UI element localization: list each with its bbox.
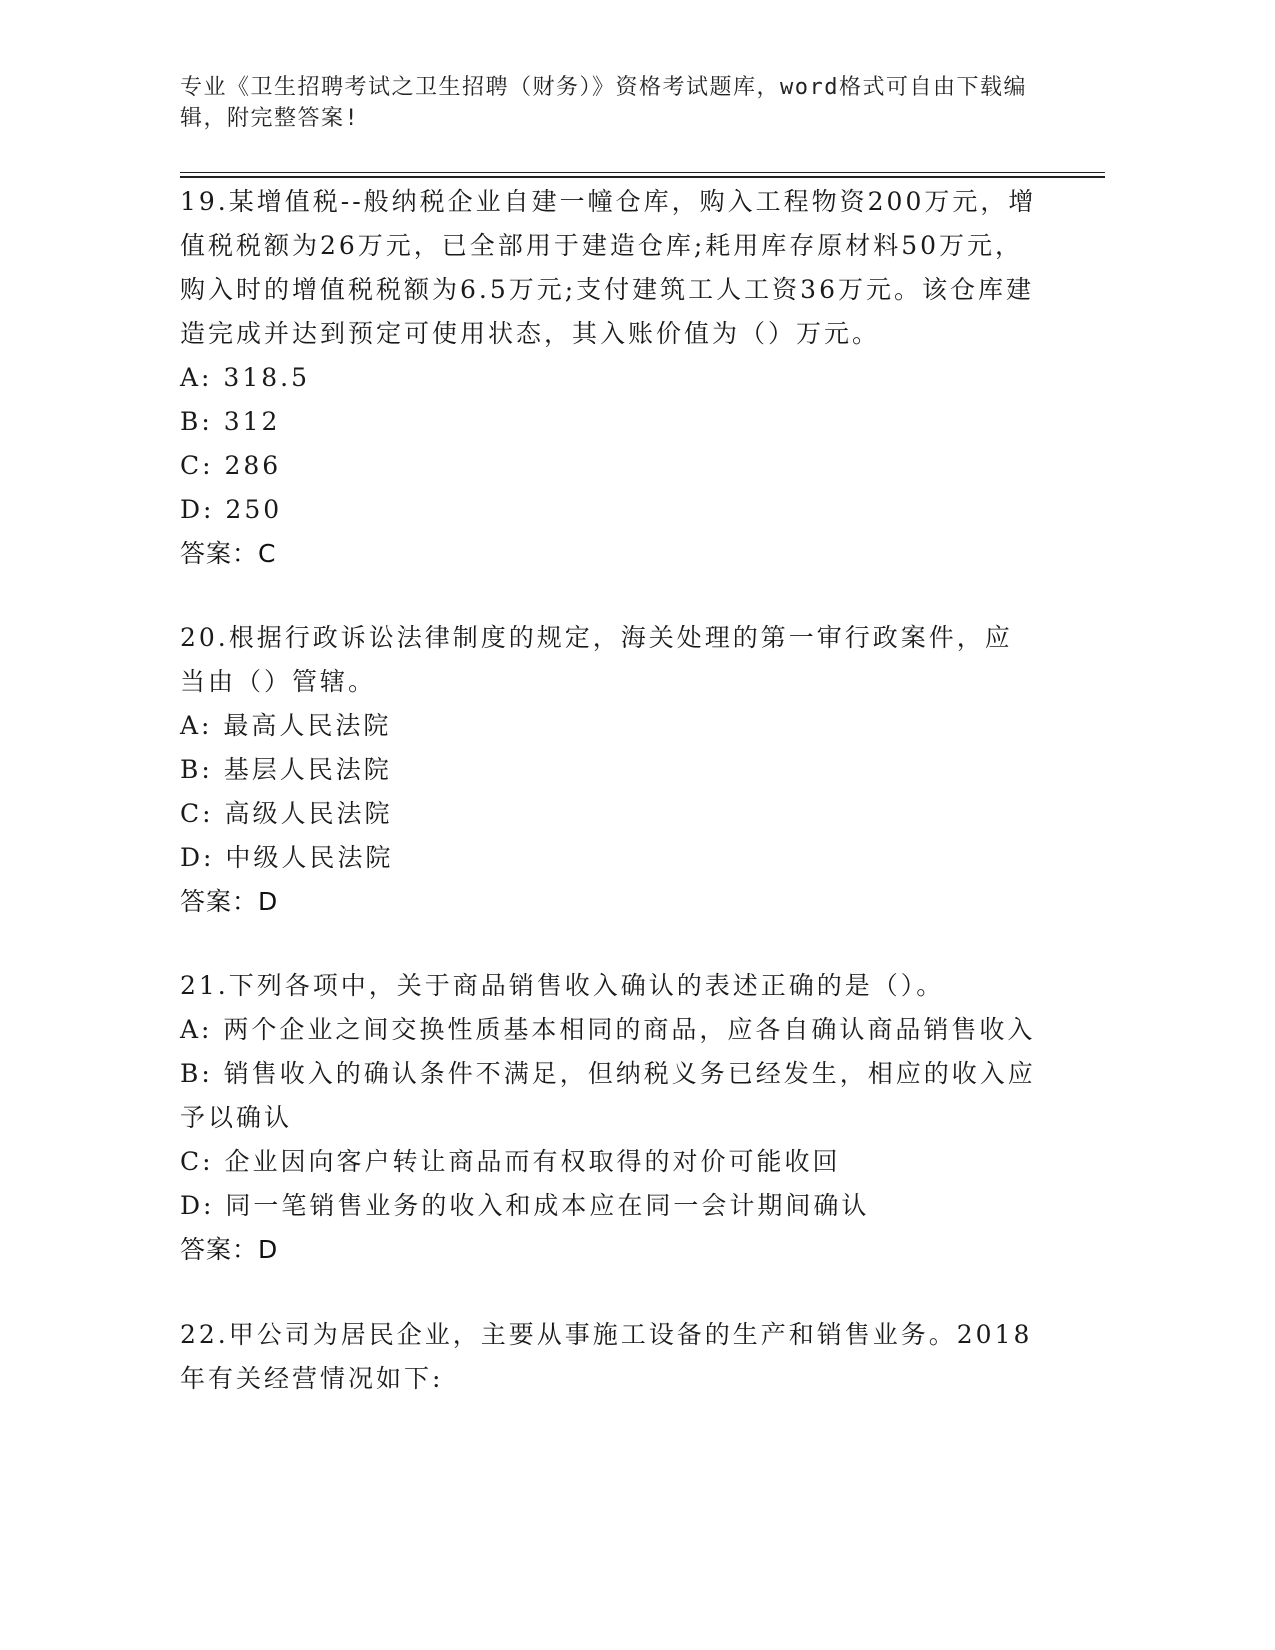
option-b: B: 销售收入的确认条件不满足，但纳税义务已经发生，相应的收入应予以确认 xyxy=(180,1059,1036,1132)
question-21 xyxy=(180,964,1040,1272)
option-d: D: 250 xyxy=(180,495,283,524)
option-b: B: 基层人民法院 xyxy=(180,755,392,784)
option-a: A: 318.5 xyxy=(180,363,310,392)
question-20 xyxy=(180,616,1040,924)
option-c: C: 286 xyxy=(180,451,282,480)
option-d: D: 同一笔销售业务的收入和成本应在同一会计期间确认 xyxy=(180,1191,870,1220)
option-c: C: 企业因向客户转让商品而有权取得的对价可能收回 xyxy=(180,1147,841,1176)
option-c: C: 高级人民法院 xyxy=(180,799,393,828)
header-note: 专业《卫生招聘考试之卫生招聘（财务）》资格考试题库，word格式可自由下载编辑，附完整答案! xyxy=(180,75,1027,131)
answer: 答案：D xyxy=(180,887,279,916)
answer: 答案：C xyxy=(180,539,277,568)
answer: 答案：D xyxy=(180,1235,279,1264)
option-a: A: 最高人民法院 xyxy=(180,711,392,740)
question-22 xyxy=(180,1313,1040,1401)
header-divider-thin xyxy=(180,172,1105,173)
question-text: 20.根据行政诉讼法律制度的规定，海关处理的第一审行政案件，应当由（）管辖。 xyxy=(180,623,1013,696)
header-divider-thick xyxy=(180,176,1105,178)
option-d: D: 中级人民法院 xyxy=(180,843,394,872)
option-a: A: 两个企业之间交换性质基本相同的商品，应各自确认商品销售收入 xyxy=(180,1015,1036,1044)
question-19 xyxy=(180,180,1040,576)
question-text: 22.甲公司为居民企业，主要从事施工设备的生产和销售业务。2018年有关经营情况如下: xyxy=(180,1320,1033,1393)
question-text: 21.下列各项中，关于商品销售收入确认的表述正确的是（）。 xyxy=(180,971,945,1000)
question-text: 19.某增值税--般纳税企业自建一幢仓库，购入工程物资200万元，增值税税额为26万元，已全部用于建造仓库;耗用库存原材料50万元，购入时的增值税税额为6.5万元;支付建筑工人工资36万元。该仓库建造完成并达到预定可使用状态，其入账价值为（）万元。 xyxy=(180,187,1037,348)
option-b: B: 312 xyxy=(180,407,281,436)
